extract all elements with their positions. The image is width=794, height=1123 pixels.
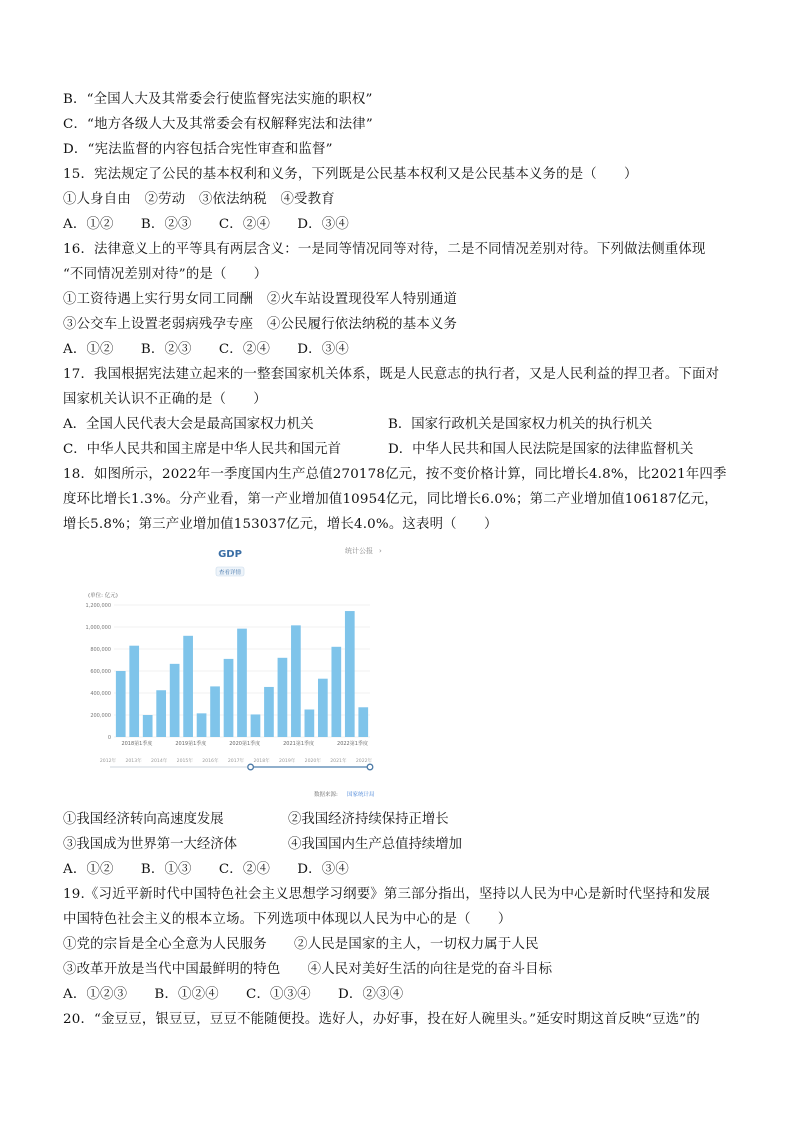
gdp-bar — [331, 647, 341, 737]
timeline-year-label: 2014年 — [151, 759, 168, 764]
gdp-bar — [197, 713, 207, 737]
x-tick-label: 2018第1季度 — [121, 741, 153, 747]
q16-items-line1: ①工资待遇上实行男女同工同酬 ②火车站设置现役军人特别通道 — [63, 292, 458, 307]
chart-bars — [116, 611, 368, 737]
q18-stem-line3: 增长5.8%；第三产业增加值153037亿元，增长4.0%。这表明（ ） — [63, 517, 498, 532]
gdp-bar — [305, 710, 315, 738]
chart-source-name[interactable]: 国家统计局 — [347, 792, 375, 798]
chart-unit-label: (单位: 亿元) — [88, 593, 118, 599]
q17-option-b: B．国家行政机关是国家权力机关的执行机关 — [388, 417, 653, 432]
gdp-bar — [345, 611, 355, 737]
y-tick-label: 1,000,000 — [85, 625, 111, 631]
timeline-year-label: 2019年 — [279, 759, 296, 764]
q18-choices: A．①② B．①③ C．②④ D．③④ — [63, 862, 349, 877]
gdp-bar — [251, 714, 261, 737]
gdp-bar — [170, 664, 180, 737]
q17-stem-line1: 17．我国根据宪法建立起来的一整套国家机关体系，既是人民意志的执行者，又是人民利益的捍卫者。下面对 — [63, 367, 720, 382]
gdp-bar — [318, 679, 328, 737]
q15-stem: 15．宪法规定了公民的基本权利和义务，下列既是公民基本权利又是公民基本义务的是（ ） — [63, 167, 638, 182]
q16-stem-line2: “不同情况差别对待”的是（ ） — [63, 267, 268, 282]
chart-title: GDP — [218, 549, 242, 560]
chart-x-labels — [121, 740, 367, 747]
x-tick-label: 2022第1季度 — [337, 741, 368, 747]
q18-stem-line1: 18．如图所示，2022年一季度国内生产总值270178亿元，按不变价格计算，同比增长4.8%，比2021年四季 — [63, 467, 727, 482]
gdp-chart-svg — [85, 543, 390, 801]
gdp-bar — [143, 715, 153, 737]
gdp-bar — [183, 636, 193, 737]
q19-stem-line2: 中国特色社会主义的根本立场。下列选项中体现以人民为中心的是（ ） — [63, 912, 512, 927]
timeline-year-label: 2021年 — [330, 759, 347, 764]
timeline-year-label: 2012年 — [99, 759, 117, 764]
y-tick-label: 200,000 — [90, 713, 111, 719]
q18-item-1: ①我国经济转向高速度发展 — [63, 812, 224, 827]
q18-item-4: ④我国国内生产总值持续增加 — [288, 837, 463, 852]
q18-item-2: ②我国经济持续保持正增长 — [288, 812, 449, 827]
q17-option-a: A．全国人民代表大会是最高国家权力机关 — [63, 417, 314, 432]
gdp-bar — [129, 646, 139, 737]
y-tick-label: 0 — [107, 735, 111, 741]
view-detail-label: 查看详情 — [218, 570, 242, 576]
chart-timeline[interactable] — [100, 757, 373, 770]
q15-items: ①人身自由 ②劳动 ③依法纳税 ④受教育 — [63, 192, 335, 207]
q19-choices: A．①②③ B．①②④ C．①③④ D．②③④ — [63, 987, 404, 1002]
gdp-bar — [156, 690, 166, 737]
timeline-end-handle — [367, 764, 373, 770]
gdp-bar — [116, 671, 126, 737]
q17-option-c: C．中华人民共和国主席是中华人民共和国元首 — [63, 442, 342, 457]
q17-option-d: D．中华人民共和国人民法院是国家的法律监督机关 — [388, 442, 694, 457]
gdp-chart — [85, 543, 390, 801]
chart-link-chevron-icon: › — [379, 547, 382, 555]
timeline-year-label: 2013年 — [125, 759, 142, 764]
gdp-bar — [237, 629, 247, 737]
y-tick-label: 1,200,000 — [85, 603, 111, 609]
gdp-bar — [278, 658, 288, 737]
q18-item-3: ③我国成为世界第一大经济体 — [63, 837, 238, 852]
q16-choices: A．①② B．②③ C．②④ D．③④ — [63, 342, 349, 357]
gdp-bar — [291, 625, 301, 737]
y-tick-label: 800,000 — [90, 647, 111, 653]
gdp-bar — [264, 687, 274, 737]
timeline-year-label: 2020年 — [304, 759, 321, 764]
q15-choices: A．①② B．②③ C．②④ D．③④ — [63, 217, 349, 232]
gdp-bar — [224, 659, 234, 737]
q19-items-line1: ①党的宗旨是全心全意为人民服务 ②人民是国家的主人，一切权力属于人民 — [63, 937, 539, 952]
q17-stem-line2: 国家机关认识不正确的是（ ） — [63, 392, 267, 407]
y-tick-label: 400,000 — [90, 691, 111, 697]
gdp-bar — [210, 686, 220, 737]
q19-stem-line1: 19.《习近平新时代中国特色社会主义思想学习纲要》第三部分指出，坚持以人民为中心是新时代坚持和发展 — [63, 887, 711, 902]
y-tick-label: 600,000 — [90, 669, 111, 675]
q14-option-c: C．“地方各级人大及其常委会有权解释宪法和法律” — [63, 117, 373, 132]
timeline-year-label: 2017年 — [227, 759, 245, 764]
q14-option-d: D．“宪法监督的内容包括合宪性审查和监督” — [63, 142, 333, 157]
q19-items-line2: ③改革开放是当代中国最鲜明的特色 ④人民对美好生活的向往是党的奋斗目标 — [63, 962, 553, 977]
q16-stem-line1: 16．法律意义上的平等具有两层含义：一是同等情况同等对待，二是不同情况差别对待。下列做法侧重体现 — [63, 242, 706, 257]
x-tick-label: 2019第1季度 — [175, 741, 207, 747]
timeline-year-label: 2016年 — [202, 759, 219, 764]
timeline-year-label: 2015年 — [176, 759, 193, 764]
chart-link[interactable]: 统计公报 — [345, 547, 373, 555]
timeline-start-handle — [248, 764, 254, 770]
q16-items-line2: ③公交车上设置老弱病残孕专座 ④公民履行依法纳税的基本义务 — [63, 317, 458, 332]
q20-stem-line1: 20．“金豆豆，银豆豆，豆豆不能随便投。选好人，办好事，投在好人碗里头。”延安时期这首反映“豆选”的 — [63, 1012, 700, 1027]
chart-y-ticks — [86, 603, 111, 741]
chart-source-label: 数据来源: — [314, 792, 338, 798]
gdp-bar — [358, 707, 368, 737]
timeline-year-label: 2018年 — [253, 759, 270, 764]
q18-stem-line2: 度环比增长1.3%。分产业看，第一产业增加值10954亿元，同比增长6.0%；第二产业增加值106187亿元， — [63, 492, 718, 507]
q14-option-b: B．“全国人大及其常委会行使监督宪法实施的职权” — [63, 92, 373, 107]
x-tick-label: 2020第1季度 — [229, 741, 261, 747]
timeline-year-label: 2022年 — [355, 759, 373, 764]
x-tick-label: 2021第1季度 — [283, 741, 315, 747]
